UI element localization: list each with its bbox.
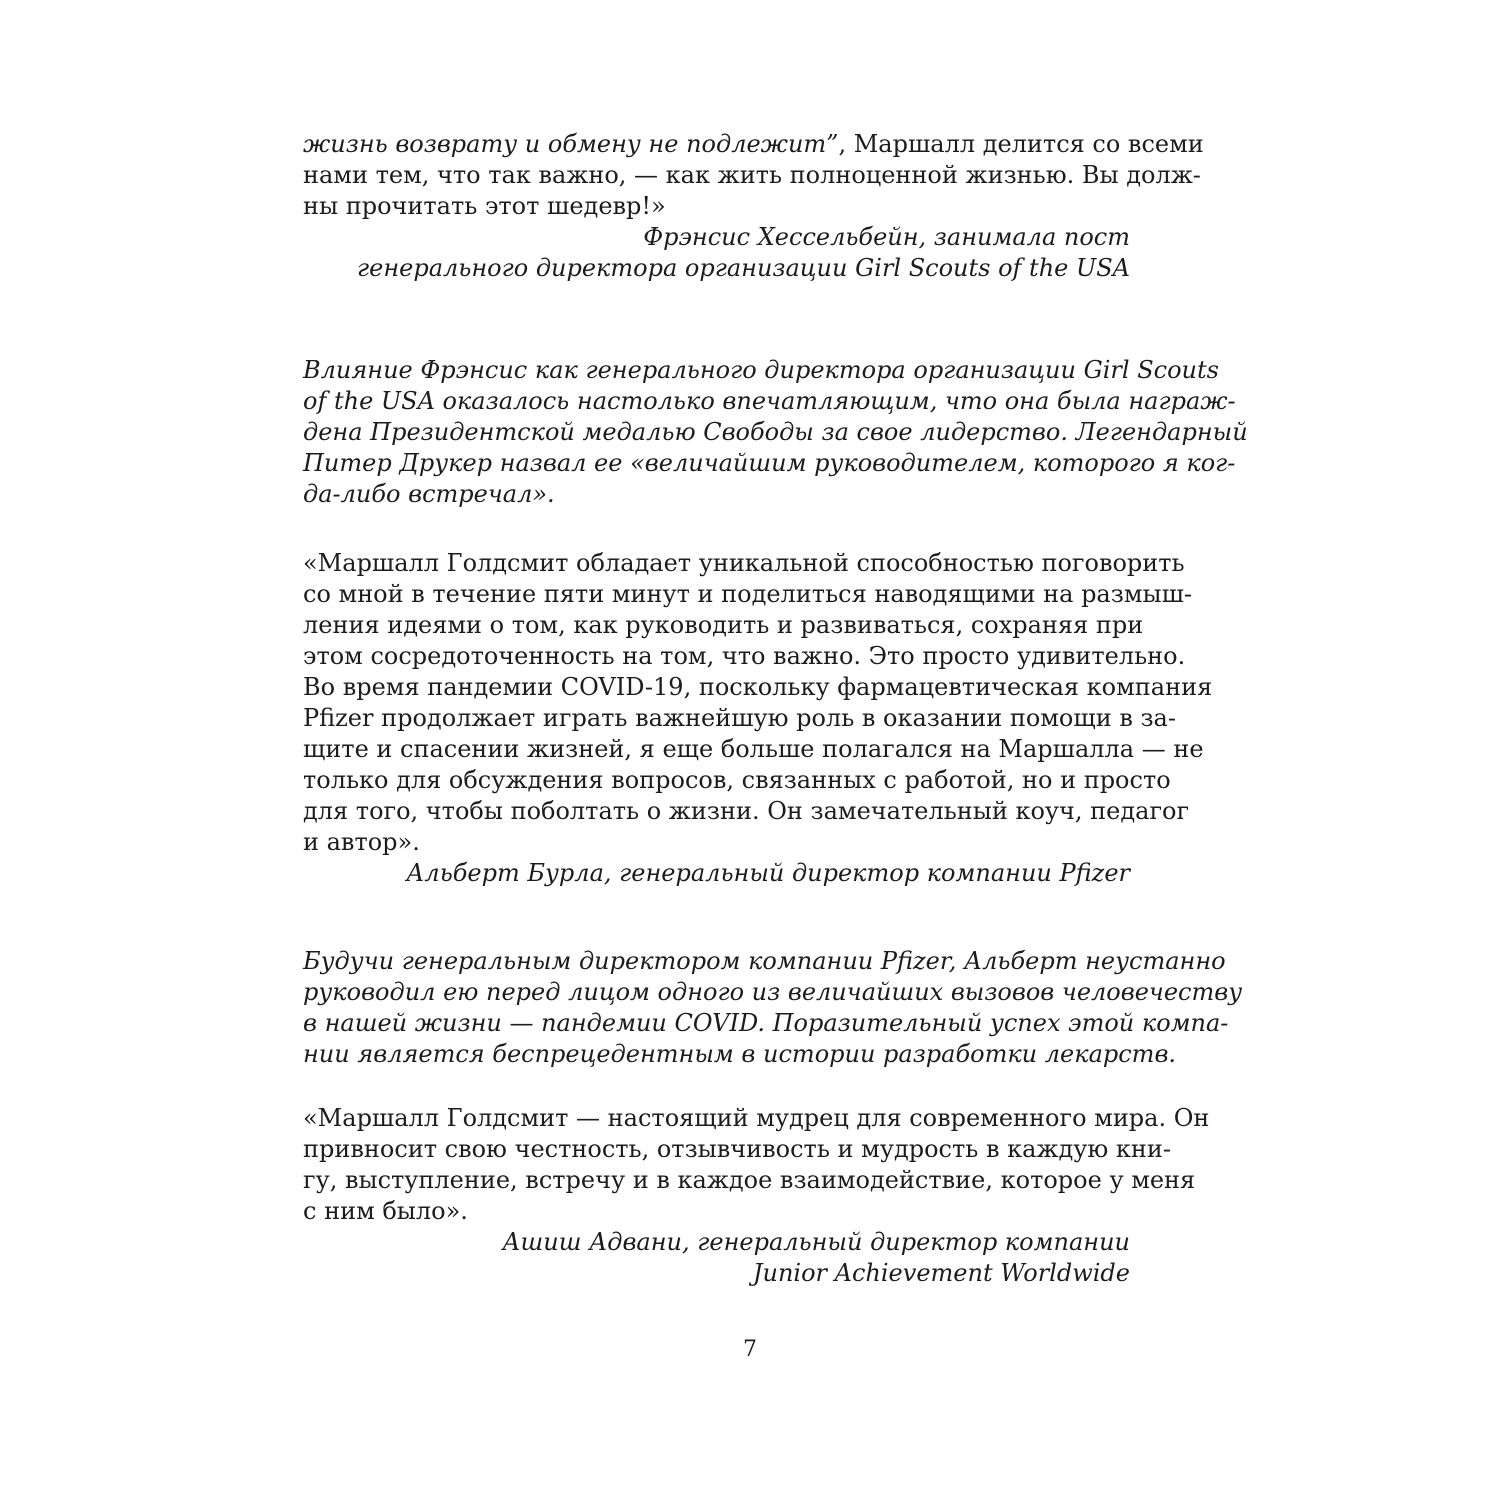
comment-bourla	[303, 946, 1243, 1070]
attribution-hesselbein-line-2: генерального директора организации Girl Scouts of the USA	[356, 254, 1130, 282]
attribution-hesselbein-line-1: Фрэнсис Хессельбейн, занимала пост	[643, 223, 1130, 251]
quote-bourla-line: для того, чтобы поболтать о жизни. Он замечательный коуч, педагог	[303, 797, 1190, 825]
quote-bourla-line: Pfizer продолжает играть важнейшую роль в оказании помощи в за-	[303, 704, 1176, 732]
comment-bourla-line: в нашей жизни — пандемии COVID. Поразительный успех этой компа-	[303, 1009, 1229, 1037]
quote-hesselbein-line-1	[303, 129, 1204, 160]
quote-bourla-line: «Маршалл Голдсмит обладает уникальной способностью поговорить	[303, 549, 1185, 577]
quote-advani-line: с ним было».	[303, 1197, 468, 1225]
attribution-bourla: Альберт Бурла, генеральный директор компании Pfizer	[406, 859, 1130, 887]
quote-bourla-line: этом сосредоточенность на том, что важно. Это просто удивительно.	[303, 642, 1186, 670]
quote-bourla-line: Во время пандемии COVID-19, поскольку фармацевтическая компания	[303, 673, 1213, 701]
attribution-advani-line-1: Ашиш Адвани, генеральный директор компании	[502, 1228, 1130, 1256]
quote-bourla-line: ления идеями о том, как руководить и развиваться, сохраняя при	[303, 611, 1144, 639]
quote-hesselbein	[303, 129, 1204, 284]
quote-hesselbein-line-3: ны прочитать этот шедевр!»	[303, 192, 666, 220]
comment-bourla-line: нии является беспрецедентным в истории разработки лекарств.	[303, 1040, 1177, 1068]
quote-hesselbein-line-2: нами тем, что так важно, — как жить полноценной жизнью. Вы долж-	[303, 161, 1201, 189]
comment-bourla-line: Будучи генеральным директором компании Pfizer, Альберт неустанно	[303, 947, 1226, 975]
quote-advani-line: «Маршалл Голдсмит — настоящий мудрец для современного мира. Он	[303, 1104, 1210, 1132]
quote-bourla-line: и автор».	[303, 828, 420, 856]
quote-advani	[303, 1103, 1210, 1289]
quote-bourla-line: щите и спасении жизней, я еще больше полагался на Маршалла — не	[303, 735, 1204, 763]
comment-hesselbein-line: Питер Друкер назвал ее «величайшим руководителем, которого я ког-	[303, 449, 1236, 477]
comment-hesselbein-line: of the USA оказалось настолько впечатляющим, что она была награж-	[303, 387, 1236, 415]
comment-hesselbein	[303, 355, 1248, 510]
comment-hesselbein-line: дена Президентской медалью Свободы за свое лидерство. Легендарный	[303, 418, 1248, 446]
comment-hesselbein-line: да-либо встречал».	[303, 480, 555, 508]
quote-book-title: жизнь возврату и обмену не подлежит”	[303, 130, 839, 158]
comment-bourla-line: руководил ею перед лицом одного из величайших вызовов человечеству	[303, 978, 1243, 1006]
comment-hesselbein-line: Влияние Фрэнсис как генерального директора организации Girl Scouts	[303, 356, 1219, 384]
quote-bourla-line: со мной в течение пяти минут и поделиться наводящими на размыш-	[303, 580, 1193, 608]
quote-bourla	[303, 548, 1213, 889]
quote-advani-line: привносит свою честность, отзывчивость и мудрость в каждую кни-	[303, 1135, 1171, 1163]
page-number: 7	[743, 1337, 757, 1362]
quote-bourla-line: только для обсуждения вопросов, связанных с работой, но и просто	[303, 766, 1171, 794]
quote-advani-line: гу, выступление, встречу и в каждое взаимодействие, которое у меня	[303, 1166, 1196, 1194]
attribution-advani-line-2: Junior Achievement Worldwide	[752, 1259, 1130, 1287]
quote-hesselbein-line-1-rest: , Маршалл делится со всеми	[838, 130, 1204, 158]
